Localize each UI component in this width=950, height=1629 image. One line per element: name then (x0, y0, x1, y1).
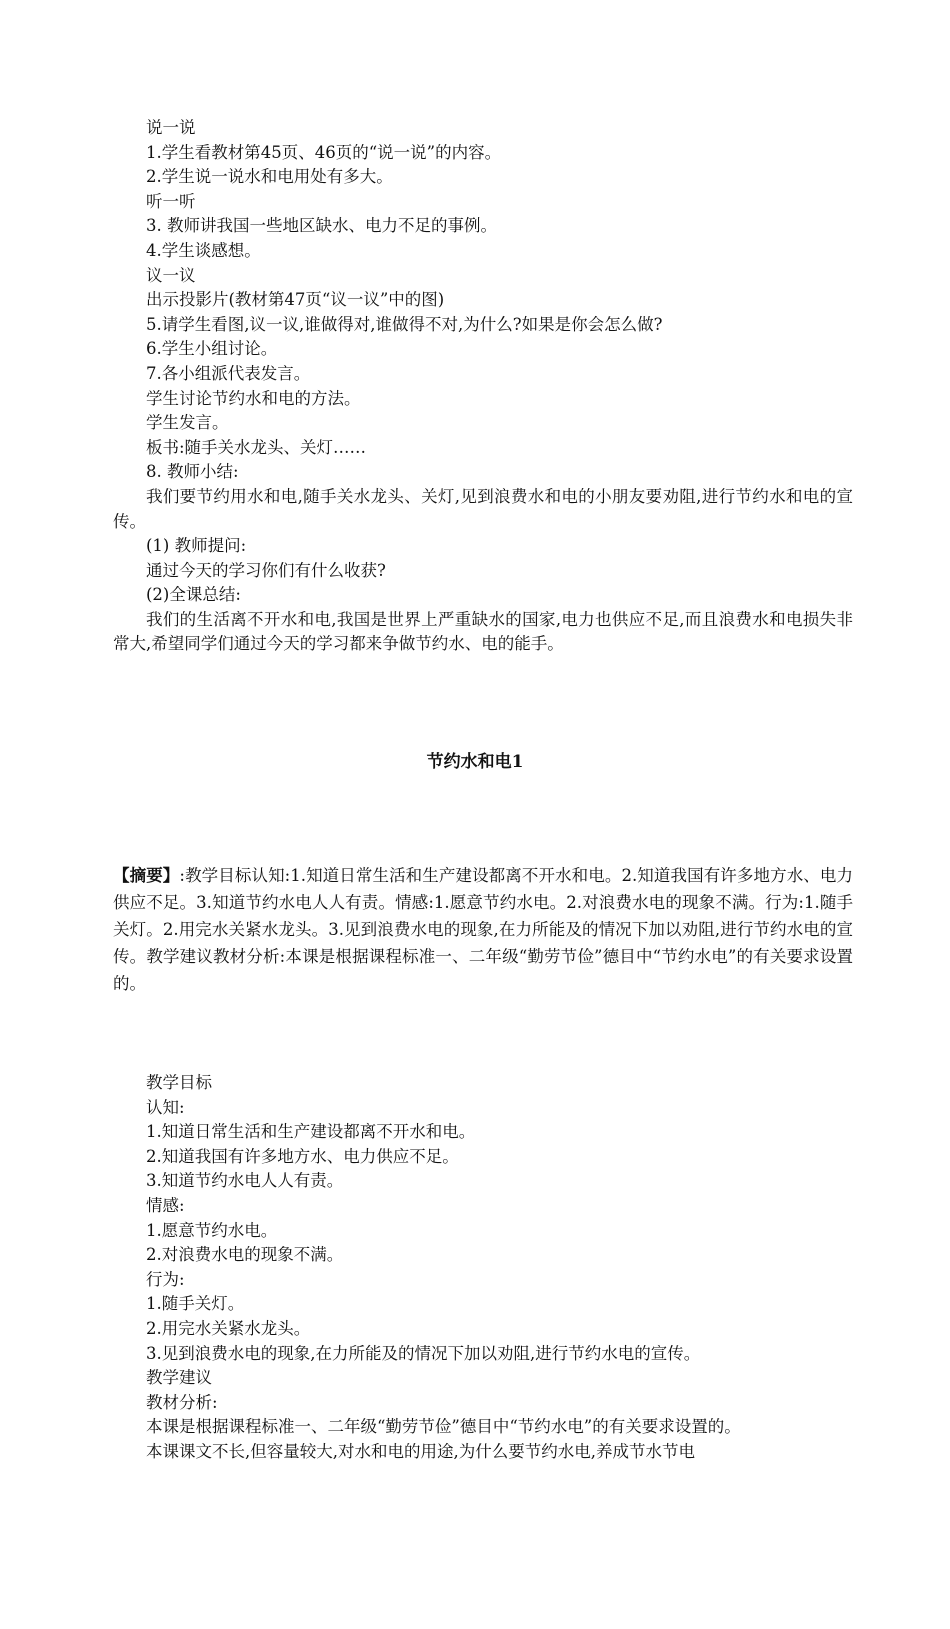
text-line: 7.各小组派代表发言。 (146, 363, 311, 383)
text-line: 议一议 (146, 265, 196, 285)
text-line: (1) 教师提问: (146, 536, 247, 556)
text-line: 5.请学生看图,议一议,谁做得对,谁做得不对,为什么?如果是你会怎么做? (146, 314, 663, 334)
text-line: 3. 教师讲我国一些地区缺水、电力不足的事例。 (146, 216, 497, 236)
abstract-label: 【摘要】 (113, 866, 180, 885)
text-line: 出示投影片(教材第47页“议一议”中的图) (146, 290, 445, 310)
text-line: 本课是根据课程标准一、二年级“勤劳节俭”德目中“节约水电”的有关要求设置的。 (146, 1417, 741, 1437)
text-line: 3.知道节约水电人人有责。 (146, 1171, 344, 1191)
text-line: 8. 教师小结: (146, 462, 239, 482)
text-line: 2.学生说一说水和电用处有多大。 (146, 167, 393, 187)
text-line: 说一说 (146, 118, 196, 137)
text-line: 我们的生活离不开水和电,我国是世界上严重缺水的国家,电力也供应不足,而且浪费水和电损失非常大,希望同学们通过今天的学习都来争做节约水、电的能手。 (113, 609, 853, 654)
teaching-objectives-section (113, 1071, 853, 1465)
abstract-text: :教学目标认知:1.知道日常生活和生产建设都离不开水和电。2.知道我国有许多地方水、电力供应不足。3.知道节约水电人人有责。情感:1.愿意节约水电。2.对浪费水电的现象不满。行为:1.随手关灯。2.用完水关紧水龙头。3.见到浪费水电的现象,在力所能及的情况下加以劝阻,进行节约水电的宣传。教学建议教材分析:本课是根据课程标准一、二年级“勤劳节俭”德目中“节约水电”的有关要求设置的。 (113, 866, 854, 993)
text-line: 学生发言。 (146, 413, 229, 433)
text-line: 本课课文不长,但容量较大,对水和电的用途,为什么要节约水电,养成节水节电 (146, 1441, 695, 1461)
text-line: 1.学生看教材第45页、46页的“说一说”的内容。 (146, 142, 502, 162)
text-line: 1.随手关灯。 (146, 1294, 245, 1314)
text-line: 行为: (146, 1269, 185, 1289)
text-line: 教学目标 (146, 1073, 212, 1092)
text-line: 板书:随手关水龙头、关灯…… (146, 437, 367, 457)
text-line: 6.学生小组讨论。 (146, 339, 278, 359)
text-line: 1.愿意节约水电。 (146, 1220, 278, 1240)
text-line: 教学建议 (146, 1368, 212, 1388)
text-line: 学生讨论节约水和电的方法。 (146, 388, 361, 408)
text-line: 2.对浪费水电的现象不满。 (146, 1245, 344, 1265)
text-line: 我们要节约用水和电,随手关水龙头、关灯,见到浪费水和电的小朋友要劝阻,进行节约水和电的宣传。 (113, 486, 853, 531)
text-line: 情感: (146, 1195, 185, 1215)
text-line: 认知: (146, 1097, 185, 1117)
text-line: 4.学生谈感想。 (146, 240, 261, 260)
text-line: (2)全课总结: (146, 585, 241, 605)
text-line: 1.知道日常生活和生产建设都离不开水和电。 (146, 1122, 476, 1142)
text-line: 听一听 (146, 191, 196, 211)
lesson-title: 节约水和电1 (426, 752, 524, 772)
text-line: 通过今天的学习你们有什么收获? (146, 560, 386, 580)
text-line: 2.知道我国有许多地方水、电力供应不足。 (146, 1146, 459, 1166)
text-line: 2.用完水关紧水龙头。 (146, 1318, 311, 1338)
lesson-procedure-section (113, 116, 853, 657)
text-line: 3.见到浪费水电的现象,在力所能及的情况下加以劝阻,进行节约水电的宣传。 (146, 1343, 701, 1363)
abstract-paragraph (113, 862, 853, 997)
text-line: 教材分析: (146, 1392, 218, 1412)
